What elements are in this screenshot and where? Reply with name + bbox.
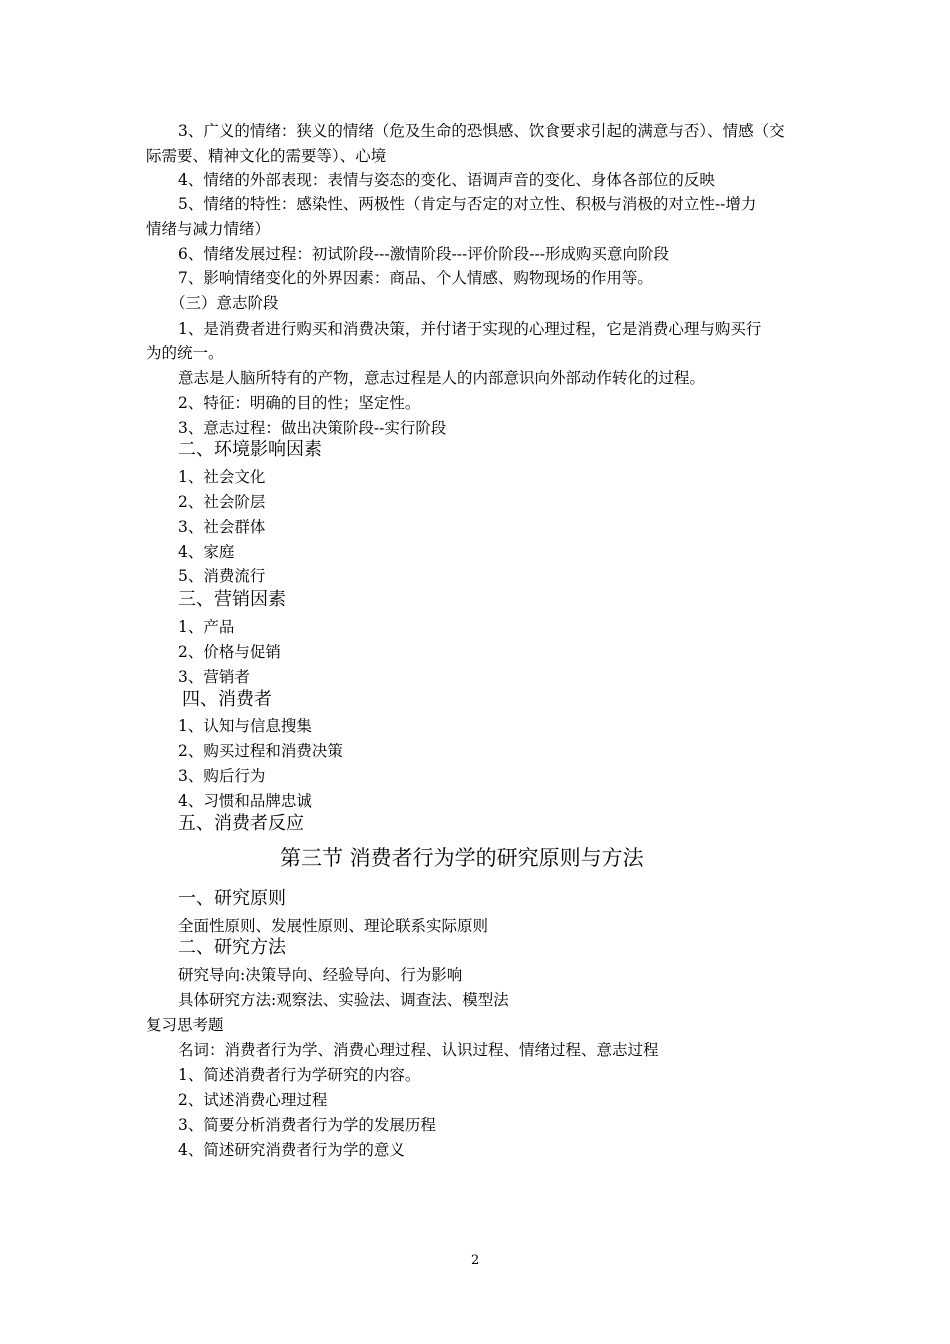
section-heading: 二、环境影响因素 — [178, 439, 322, 460]
review-questions-heading: 复习思考题 — [146, 1016, 224, 1034]
section-heading: 二、研究方法 — [178, 937, 286, 958]
section-heading: 一、研究原则 — [178, 888, 286, 909]
page-number: 2 — [471, 1253, 480, 1268]
section-heading: 四、消费者 — [182, 689, 272, 710]
paragraph: 5、情绪的特性：感染性、两极性（肯定与否定的对立性、积极与消极的对立性--增力 — [178, 195, 757, 213]
list-item: 4、习惯和品牌忠诚 — [178, 792, 312, 810]
paragraph: 4、情绪的外部表现：表情与姿态的变化、语调声音的变化、身体各部位的反映 — [178, 171, 715, 189]
list-item: 3、社会群体 — [178, 518, 266, 536]
list-item: 4、简述研究消费者行为学的意义 — [178, 1141, 405, 1159]
list-item: 1、认知与信息搜集 — [178, 717, 312, 735]
list-item: 3、购后行为 — [178, 767, 266, 785]
paragraph: 意志是人脑所特有的产物，意志过程是人的内部意识向外部动作转化的过程。 — [178, 369, 706, 387]
paragraph: 6、情绪发展过程：初试阶段---激情阶段---评价阶段---形成购买意向阶段 — [178, 245, 669, 263]
list-item: 3、营销者 — [178, 668, 250, 686]
list-item: 1、简述消费者行为学研究的内容。 — [178, 1066, 421, 1084]
list-item: 1、产品 — [178, 618, 235, 636]
list-item: 2、购买过程和消费决策 — [178, 742, 343, 760]
list-item: 2、社会阶层 — [178, 493, 266, 511]
paragraph-continuation: 为的统一。 — [146, 344, 224, 362]
paragraph: 7、影响情绪变化的外界因素：商品、个人情感、购物现场的作用等。 — [178, 269, 653, 287]
list-item: 5、消费流行 — [178, 567, 266, 585]
list-item: 3、简要分析消费者行为学的发展历程 — [178, 1116, 436, 1134]
paragraph: 全面性原则、发展性原则、理论联系实际原则 — [178, 917, 489, 935]
list-item: 2、价格与促销 — [178, 643, 281, 661]
list-item: 1、社会文化 — [178, 468, 266, 486]
paragraph: 3、广义的情绪：狭义的情绪（危及生命的恐惧感、饮食要求引起的满意与否）、情感（交 — [178, 122, 785, 140]
paragraph: 3、意志过程：做出决策阶段--实行阶段 — [178, 419, 447, 437]
paragraph: 具体研究方法:观察法、实验法、调查法、模型法 — [178, 991, 509, 1009]
list-item: 4、家庭 — [178, 543, 235, 561]
section-heading: 三、营销因素 — [178, 589, 286, 610]
list-item: 2、试述消费心理过程 — [178, 1091, 328, 1109]
paragraph: 研究导向:决策导向、经验导向、行为影响 — [178, 966, 463, 984]
paragraph-continuation: 际需要、精神文化的需要等）、心境 — [146, 147, 387, 165]
chapter-section-title: 第三节 消费者行为学的研究原则与方法 — [280, 846, 644, 870]
paragraph: 2、特征：明确的目的性；坚定性。 — [178, 394, 421, 412]
paragraph: 1、是消费者进行购买和消费决策，并付诸于实现的心理过程，它是消费心理与购买行 — [178, 320, 762, 338]
paragraph: 名词：消费者行为学、消费心理过程、认识过程、情绪过程、意志过程 — [178, 1041, 659, 1059]
subsection-heading: （三）意志阶段 — [170, 294, 279, 312]
section-heading: 五、消费者反应 — [178, 813, 304, 834]
paragraph-continuation: 情绪与减力情绪） — [146, 220, 271, 238]
